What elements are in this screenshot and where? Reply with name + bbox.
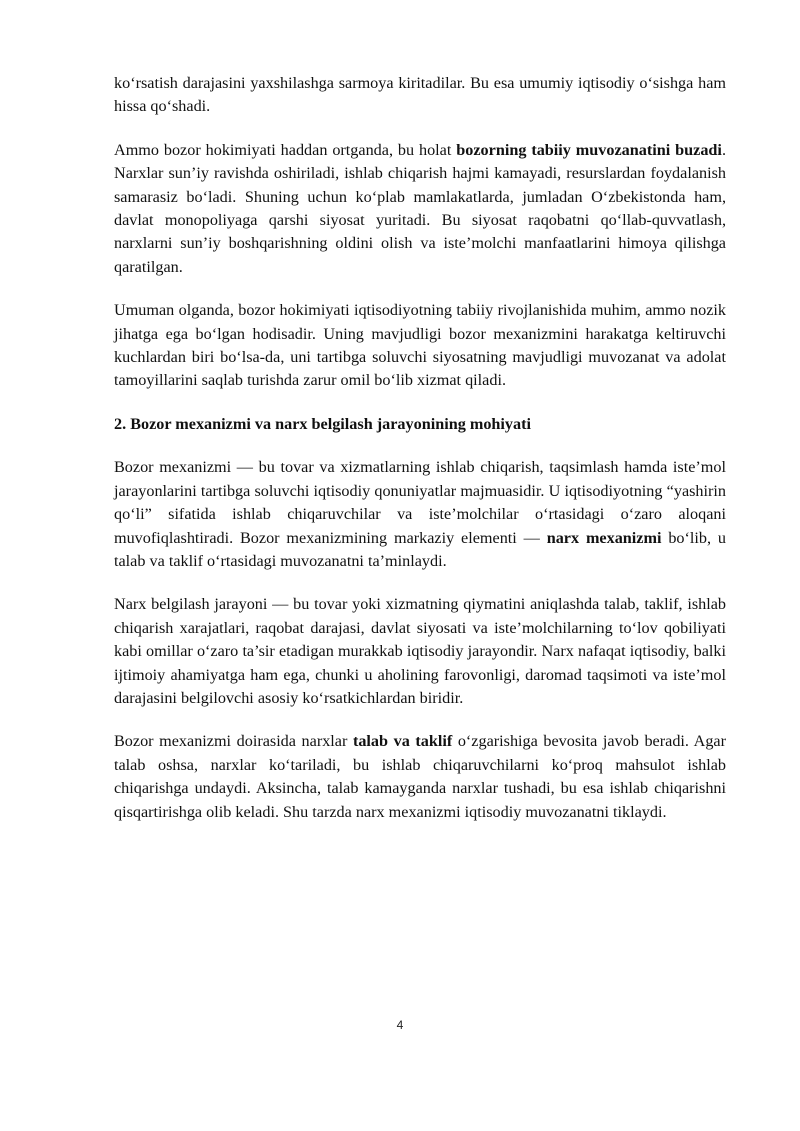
paragraph-pricing-process: Narx belgilash jarayoni — bu tovar yoki xizmatning qiymatini aniqlashda talab, taklif, ishlab chiqarish xarajatlari, raqobat darajasi, davlat siyosati va iste’molchilarning to‘lov qobiliyati kabi omillar o‘zaro ta’sir etadigan murakkab iqtisodiy jarayondir. Narx nafaqat iqtisodiy, balki ijtimoiy ahamiyatga ham ega, chunki u aholining farovonligi, daromad taqsimoti va iste’mol darajasini belgilovchi asosiy ko‘rsatkichlardan biridir. (114, 595, 726, 707)
paragraph-text: Ammo bozor hokimiyati haddan ortganda, bu holat (114, 140, 457, 159)
section-heading: 2. Bozor mexanizmi va narx belgilash jarayonining mohiyati (114, 414, 531, 433)
paragraph-continuation: ko‘rsatish darajasini yaxshilashga sarmoya kiritadilar. Bu esa umumiy iqtisodiy o‘sishga ham hissa qo‘shadi. (114, 74, 726, 116)
paragraph-text: Bozor mexanizmi — bu tovar va xizmatlarning ishlab chiqarish, taqsimlash hamda iste’mol jarayonlarini tartibga soluvchi iqtisodiy qonuniyatlar majmuasidir. U iqtisodiyotning “yashirin qo‘li” sifatida ishlab chiqaruvchilar va iste’molchilar o‘rtasidagi o‘zaro aloqani muvofiqlashtiradi. Bozor mexanizmining markaziy elementi — (114, 458, 726, 547)
bold-phrase: talab va taklif (352, 732, 453, 751)
paragraph-text: . Narxlar sun’iy ravishda oshiriladi, ishlab chiqarish hajmi kamayadi, resurslardan foydalanish samarasiz bo‘ladi. Shuning uchun ko‘plab mamlakatlarda, jumladan O‘zbekistonda ham, davlat monopoliyaga qarshi siyosat yuritadi. Bu siyosat raqobatni qo‘llab-quvvatlash, narxlarni sun’iy boshqarishning oldini olish va iste’molchi manfaatlarini himoya qilishga qaratilgan. (114, 140, 726, 276)
document-page (114, 72, 726, 844)
paragraph-market-mechanism (114, 456, 726, 573)
page-number: 4 (396, 1018, 404, 1032)
bold-phrase: bozorning tabiiy muvozanatini buzadi (456, 140, 722, 159)
paragraph-text: bo‘lib, u talab va taklif o‘rtasidagi muvozanatni ta’minlaydi. (114, 528, 726, 570)
paragraph-text: Bozor mexanizmi doirasida narxlar (114, 732, 353, 751)
paragraph-market-power-excess (114, 139, 726, 279)
paragraph-conclusion: Umuman olganda, bozor hokimiyati iqtisodiyotning tabiiy rivojlanishida muhim, ammo nozik jihatga ega bo‘lgan hodisadir. Uning mavjudligi bozor mexanizmini harakatga keltiruvchi kuchlardan biri bo‘lsa-da, uni tartibga soluvchi siyosatning mavjudligi muvozanat va adolat tamoyillarini saqlab turishda zarur omil bo‘lib xizmat qiladi. (114, 301, 726, 390)
paragraph-supply-demand (114, 730, 726, 824)
paragraph-text: o‘zgarishiga bevosita javob beradi. Agar talab oshsa, narxlar ko‘tariladi, bu ishlab chiqaruvchilarni ko‘proq mahsulot ishlab chiqarishga undaydi. Aksincha, talab kamayganda narxlar tushadi, bu esa ishlab chiqarishni qisqartirishga olib keladi. Shu tarzda narx mexanizmi iqtisodiy muvozanatni tiklaydi. (114, 732, 726, 821)
bold-phrase: narx mexanizmi (546, 528, 662, 547)
